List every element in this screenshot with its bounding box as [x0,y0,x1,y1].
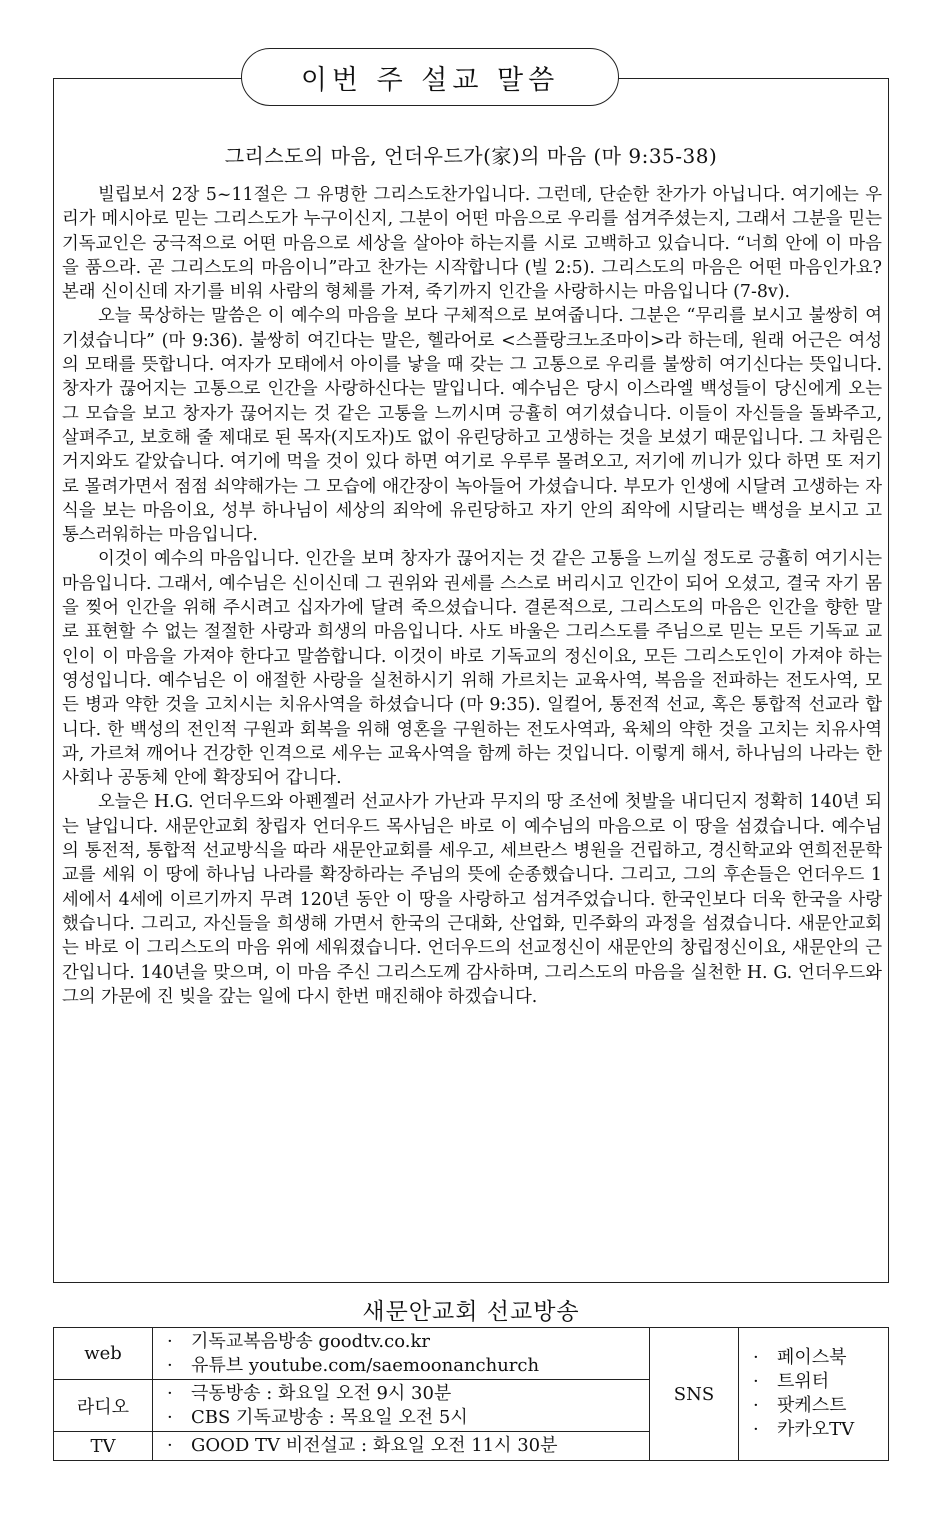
broadcast-title: 새문안교회 선교방송 [362,1299,580,1325]
paragraph: 빌립보서 2장 5~11절은 그 유명한 그리스도찬가입니다. 그런데, 단순한 찬가가 아닙니다. 여기에는 우리가 메시아로 믿는 그리스도가 누구이신지, 그분이 어떤 마음으로 우리를 섬겨주셨는지, 그래서 그분을 믿는 기독교인은 궁극적으로 어떤 마음으로 세상을 살아야 하는지를 시로 고백하고 있습니다. “너희 안에 이 마음을 품으라. 곧 그리스도의 마음이니”라고 찬가는 시작합니다 (빌 2:5). 그리스도의 마음은 어떤 마음인가요? 본래 신이신데 자기를 비워 사람의 형체를 가져, 죽기까지 인간을 사랑하시는 마음입니다 (7-8v). [62,185,882,303]
tv-label: TV [54,1432,153,1461]
broadcast-table [53,1327,889,1461]
radio-label: 라디오 [54,1380,153,1432]
web-item: · 유튜브 youtube.com/saemoonanchurch [167,1354,649,1378]
tv-item: · GOOD TV 비전설교 : 화요일 오전 11시 30분 [167,1434,649,1458]
radio-items [153,1380,650,1432]
web-items [153,1328,650,1380]
sns-item: · 페이스북 [753,1346,888,1370]
web-label: web [54,1328,153,1380]
sns-item: · 팟케스트 [753,1394,888,1418]
radio-item: · 극동방송 : 화요일 오전 9시 30분 [167,1382,649,1406]
paragraph: 오늘은 H.G. 언더우드와 아펜젤러 선교사가 가난과 무지의 땅 조선에 첫발을 내디딘지 정확히 140년 되는 날입니다. 새문안교회 창립자 언더우드 목사님은 바로 이 예수님의 마음으로 이 땅을 섬겼습니다. 예수님의 통전적, 통합적 선교방식을 따라 새문안교회를 세우고, 세브란스 병원을 건립하고, 경신학교와 연희전문학교를 세워 이 땅에 하나님 나라를 확장하라는 주님의 뜻에 순종했습니다. 그리고, 그의 후손들은 언더우드 1세에서 4세에 이르기까지 무려 120년 동안 이 땅을 사랑하고 섬겨주었습니다. 한국인보다 더욱 한국을 사랑했습니다. 그리고, 자신들을 희생해 가면서 한국의 근대화, 산업화, 민주화의 과정을 섬겼습니다. 새문안교회는 바로 이 그리스도의 마음 위에 세워졌습니다. 언더우드의 선교정신이 새문안의 창립정신이요, 새문안의 근간입니다. 140년을 맞으며, 이 마음 주신 그리스도께 감사하며, 그리스도의 마음을 실천한 H. G. 언더우드와 그의 가문에 진 빚을 갚는 일에 다시 한번 매진해야 하겠습니다. [62,792,882,1007]
web-item: · 기독교복음방송 goodtv.co.kr [167,1330,649,1354]
radio-item: · CBS 기독교방송 : 목요일 오전 5시 [167,1406,649,1430]
section-title: 이번 주 설교 말씀 [300,64,560,96]
sermon-body [62,183,882,1009]
section-header [241,48,619,106]
paragraph: 이것이 예수의 마음입니다. 인간을 보며 창자가 끊어지는 것 같은 고통을 느끼실 정도로 긍휼히 여기시는 마음입니다. 그래서, 예수님은 신이신데 그 권위와 권세를 스스로 버리시고 인간이 되어 오셨고, 결국 자기 몸을 찢어 인간을 위해 주시려고 십자가에 달려 죽으셨습니다. 결론적으로, 그리스도의 마음은 인간을 향한 말로 표현할 수 없는 절절한 사랑과 희생의 마음입니다. 사도 바울은 그리스도를 주님으로 믿는 모든 기독교 교인이 이 마음을 가져야 한다고 말씀합니다. 이것이 바로 기독교의 정신이요, 모든 그리스도인이 가져야 하는 영성입니다. 예수님은 이 애절한 사랑을 실천하시기 위해 가르치는 교육사역, 복음을 전파하는 전도사역, 모든 병과 약한 것을 고치시는 치유사역을 하셨습니다 (마 9:35). 일컬어, 통전적 선교, 혹은 통합적 선교라 합니다. 한 백성의 전인적 구원과 회복을 위해 영혼을 구원하는 전도사역과, 육체의 약한 것을 고치는 치유사역과, 가르쳐 깨어나 건강한 인격으로 세우는 교육사역을 함께 하는 것입니다. 이렇게 해서, 하나님의 나라는 한 사회나 공동체 안에 확장되어 갑니다. [62,549,882,789]
tv-items [153,1432,650,1461]
paragraph: 오늘 묵상하는 말씀은 이 예수의 마음을 보다 구체적으로 보여줍니다. 그분은 “무리를 보시고 불쌍히 여기셨습니다” (마 9:36). 불쌍히 여긴다는 말은, 헬라어로 <스플랑크노조마이>라 하는데, 원래 어근은 여성의 모태를 뜻합니다. 여자가 모태에서 아이를 낳을 때 갖는 그 고통으로 우리를 불쌍히 여기신다는 뜻입니다. 창자가 끊어지는 고통으로 인간을 사랑하신다는 말입니다. 예수님은 당시 이스라엘 백성들이 당신에게 오는 그 모습을 보고 창자가 끊어지는 것 같은 고통을 느끼시며 긍휼히 여기셨습니다. 이들이 자신들을 돌봐주고, 살펴주고, 보호해 줄 제대로 된 목자(지도자)도 없이 유린당하고 고생하는 것을 보셨기 때문입니다. 그 차림은 거지와도 같았습니다. 여기에 먹을 것이 있다 하면 여기로 우루루 몰려오고, 저기에 끼니가 있다 하면 또 저기로 몰려가면서 점점 쇠약해가는 그 모습에 애간장이 녹아들어 가셨습니다. 부모가 인생에 시달려 고생하는 자식을 보는 마음이요, 성부 하나님이 세상의 죄악에 유린당하고 자기 안의 죄악에 시달리는 백성을 보시고 고통스러워하는 마음입니다. [62,306,882,546]
sns-item: · 트위터 [753,1370,888,1394]
sermon-title: 그리스도의 마음, 언더우드가(家)의 마음 (마 9:35-38) [224,144,718,168]
sns-item: · 카카오TV [753,1418,888,1442]
sns-label: SNS [650,1328,739,1461]
sns-items [739,1328,889,1461]
